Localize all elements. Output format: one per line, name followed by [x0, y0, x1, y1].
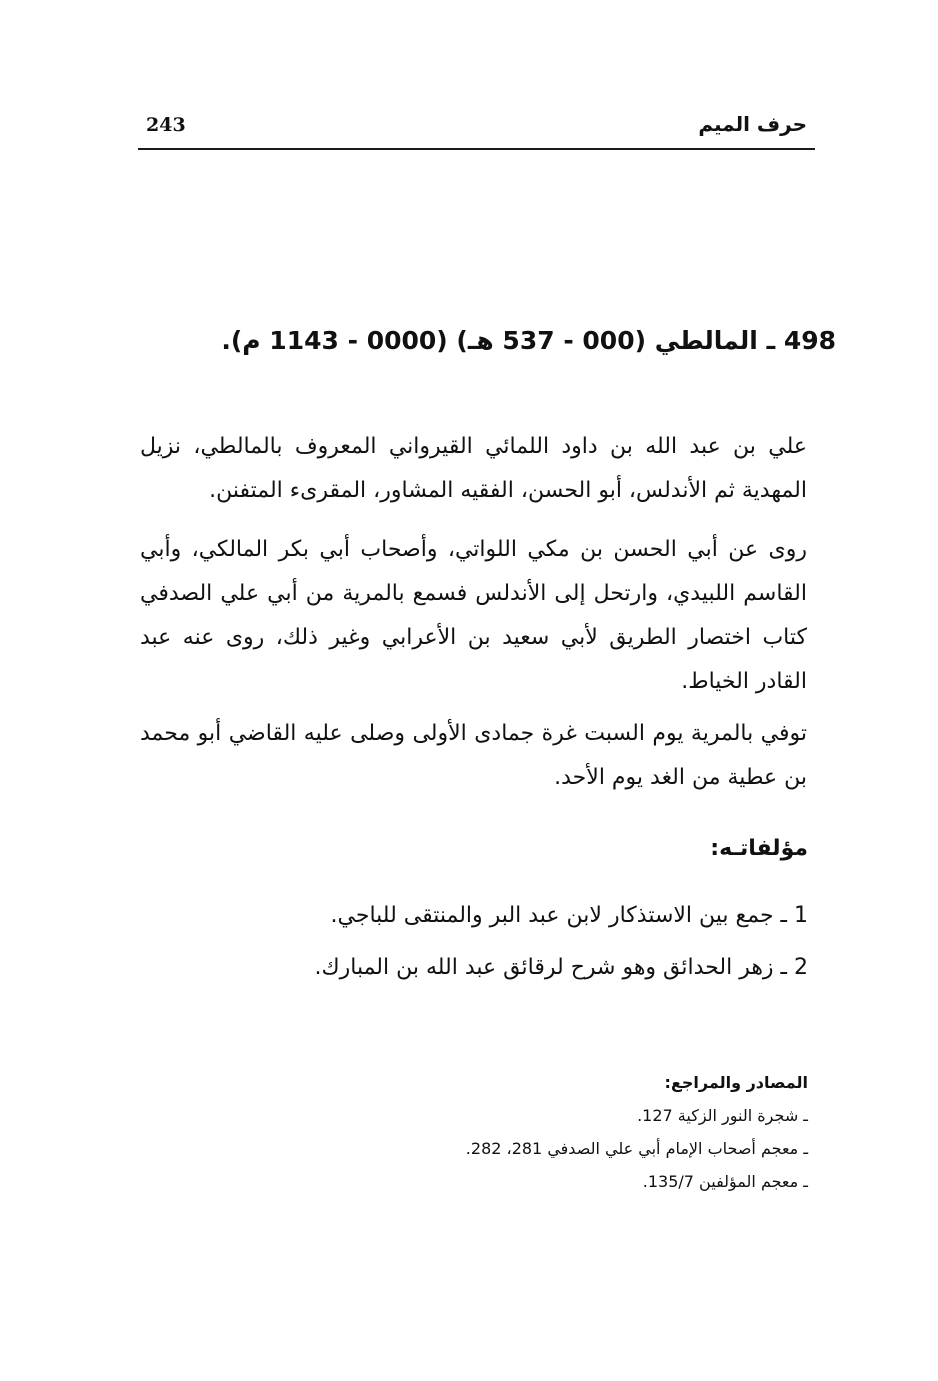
source-item: ـ معجم المؤلفين 135/7.	[642, 1172, 808, 1191]
list-item: 2 ـ زهر الحدائق وهو شرح لرقائق عبد الله بن المبارك.	[314, 955, 808, 980]
running-header	[138, 110, 815, 150]
narration-paragraph: روى عن أبي الحسن بن مكي اللواتي، وأصحاب أبي بكر المالكي، وأبي القاسم اللبيدي، وارتحل إلى الأندلس فسمع بالمرية من أبي علي الصدفي كتاب اختصار الطريق لأبي سعيد بن الأعرابي وغير ذلك، روى عنه عبد القادر الخياط.	[140, 537, 807, 694]
sources-section	[388, 1066, 808, 1198]
entry-heading: 498 ـ المالطي (000 - 537 هـ) (0000 - 1143 م).	[221, 326, 836, 355]
list-item: 1 ـ جمع بين الاستذكار لابن عبد البر والمنتقى للباجي.	[330, 903, 808, 928]
biography-paragraph: علي بن عبد الله بن داود اللمائي القيرواني المعروف بالمالطي، نزيل المهدية ثم الأندلس، أبو الحسن، الفقيه المشاور، المقرىء المتفنن.	[140, 434, 807, 503]
source-item: ـ معجم أصحاب الإمام أبي علي الصدفي 281، 282.	[465, 1139, 808, 1158]
death-paragraph: توفي بالمرية يوم السبت غرة جمادى الأولى وصلى عليه القاضي أبو محمد بن عطية من الغد يوم الأحد.	[140, 721, 807, 790]
sources-heading: المصادر والمراجع:	[664, 1073, 808, 1092]
page-number: 243	[146, 114, 186, 136]
source-item: ـ شجرة النور الزكية 127.	[637, 1106, 808, 1125]
works-list	[288, 890, 808, 994]
works-heading: مؤلفاتـه:	[710, 836, 808, 861]
chapter-title: حرف الميم	[698, 112, 807, 136]
